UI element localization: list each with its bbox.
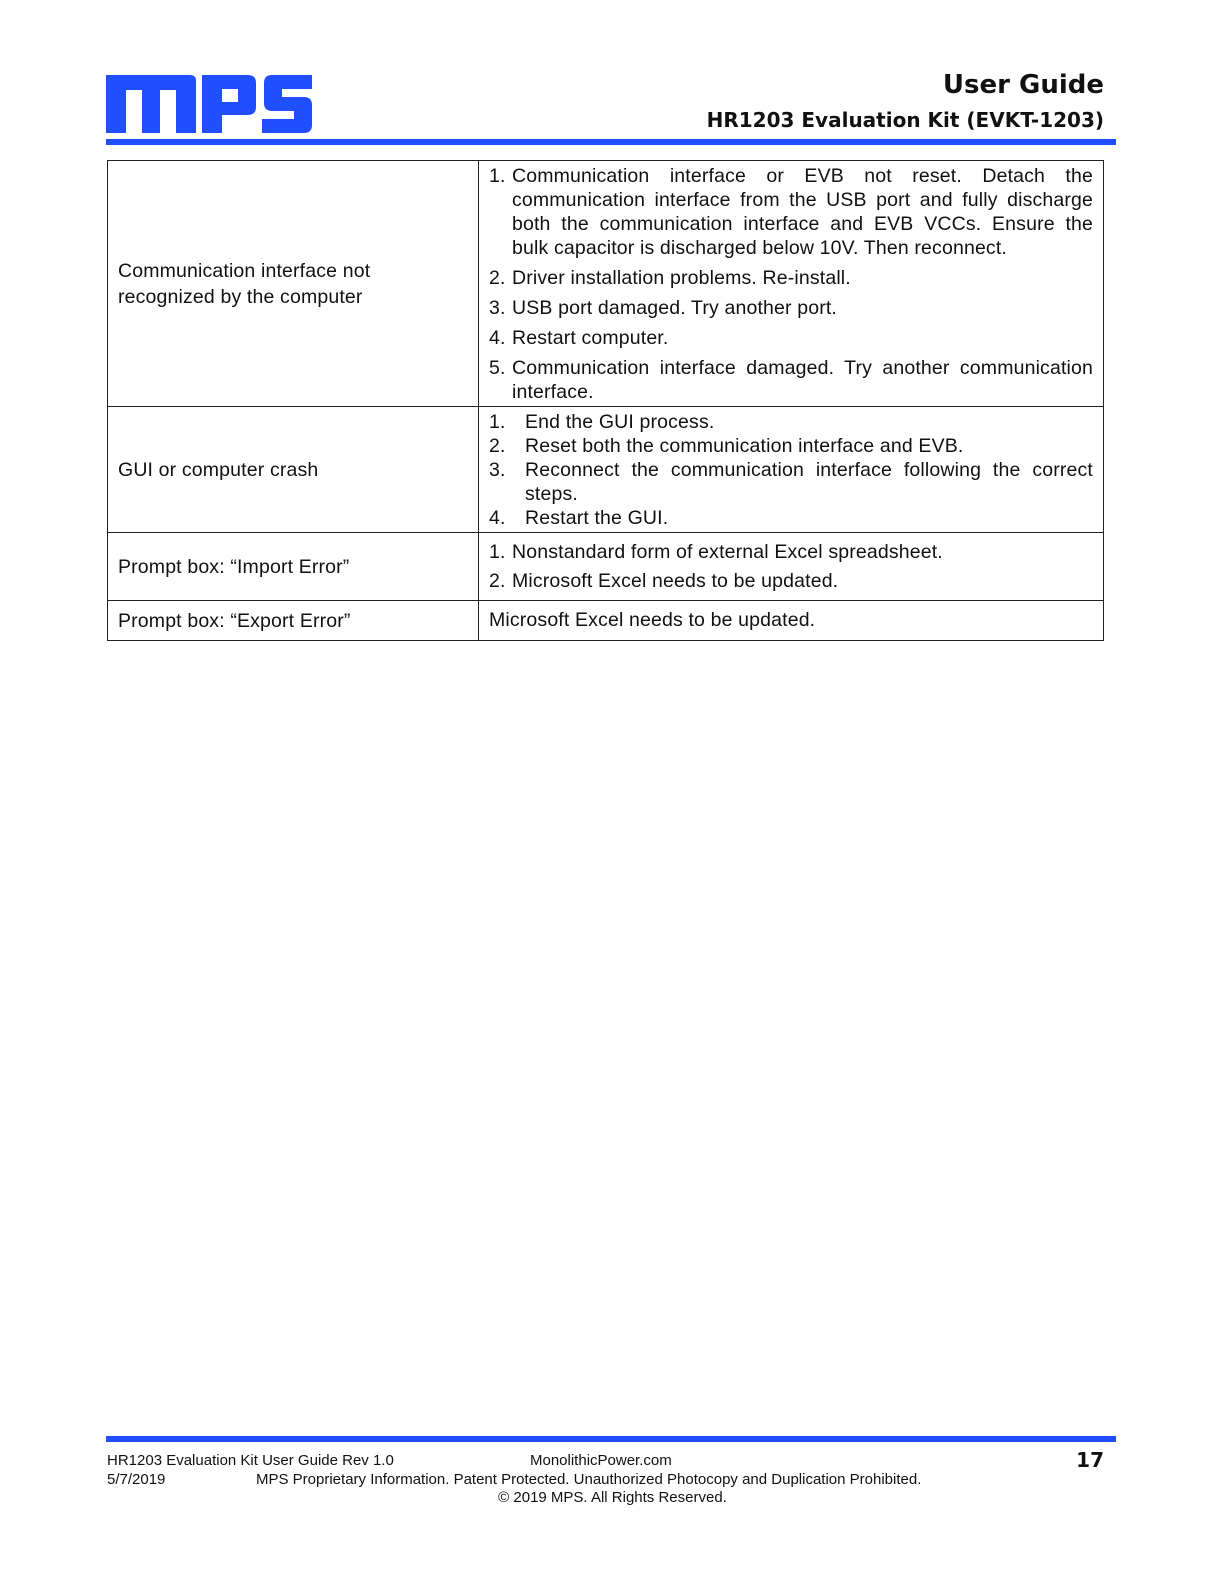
list-item: 2. Reset both the communication interface and EVB. (489, 434, 964, 457)
footer-rule (106, 1436, 1116, 1442)
solution-list (489, 164, 1093, 404)
document-subtitle: HR1203 Evaluation Kit (EVKT-1203) (706, 108, 1104, 132)
solution-cell: Microsoft Excel needs to be updated. (479, 601, 1104, 641)
footer-proprietary-notice: MPS Proprietary Information. Patent Protected. Unauthorized Photocopy and Duplication Prohibited. (256, 1471, 922, 1488)
footer-copyright: © 2019 MPS. All Rights Reserved. (498, 1489, 727, 1506)
footer-date: 5/7/2019 (107, 1471, 166, 1488)
footer-doc-name: HR1203 Evaluation Kit User Guide Rev 1.0 (107, 1452, 394, 1469)
solution-list (489, 540, 1093, 593)
solution-cell (479, 533, 1104, 601)
solution-list (489, 410, 1093, 530)
list-item: 2. Microsoft Excel needs to be updated. (489, 570, 839, 592)
table-row (108, 601, 1104, 641)
troubleshooting-table (107, 160, 1104, 641)
list-item: 5. Communication interface damaged. Try another communication interface. (489, 356, 1093, 403)
list-item: 1. Nonstandard form of external Excel spreadsheet. (489, 541, 943, 563)
problem-cell: GUI or computer crash (108, 407, 479, 533)
header-rule (106, 139, 1116, 145)
table-row (108, 533, 1104, 601)
solution-cell (479, 161, 1104, 407)
list-item: 3. Reconnect the communication interface following the correct steps. (489, 458, 1093, 505)
list-item: 4. Restart the GUI. (489, 506, 669, 529)
list-item: 1. Communication interface or EVB not reset. Detach the communication interface from the USB port and fully discharge both the communication interface and EVB VCCs. Ensure the bulk capacitor is discharged below 10V. Then reconnect. (489, 164, 1093, 259)
list-item: 2. Driver installation problems. Re-install. (489, 266, 851, 289)
problem-cell: Communication interface not recognized by the computer (108, 161, 479, 407)
page-number: 17 (1076, 1448, 1104, 1472)
problem-cell: Prompt box: “Export Error” (108, 601, 479, 641)
list-item: 4. Restart computer. (489, 326, 669, 349)
solution-cell (479, 407, 1104, 533)
mps-logo (106, 75, 312, 133)
table-row (108, 161, 1104, 407)
problem-cell: Prompt box: “Import Error” (108, 533, 479, 601)
footer-website: MonolithicPower.com (530, 1452, 672, 1469)
list-item: 3. USB port damaged. Try another port. (489, 296, 838, 319)
list-item: 1. End the GUI process. (489, 410, 715, 433)
table-row (108, 407, 1104, 533)
document-type-title: User Guide (942, 70, 1104, 100)
